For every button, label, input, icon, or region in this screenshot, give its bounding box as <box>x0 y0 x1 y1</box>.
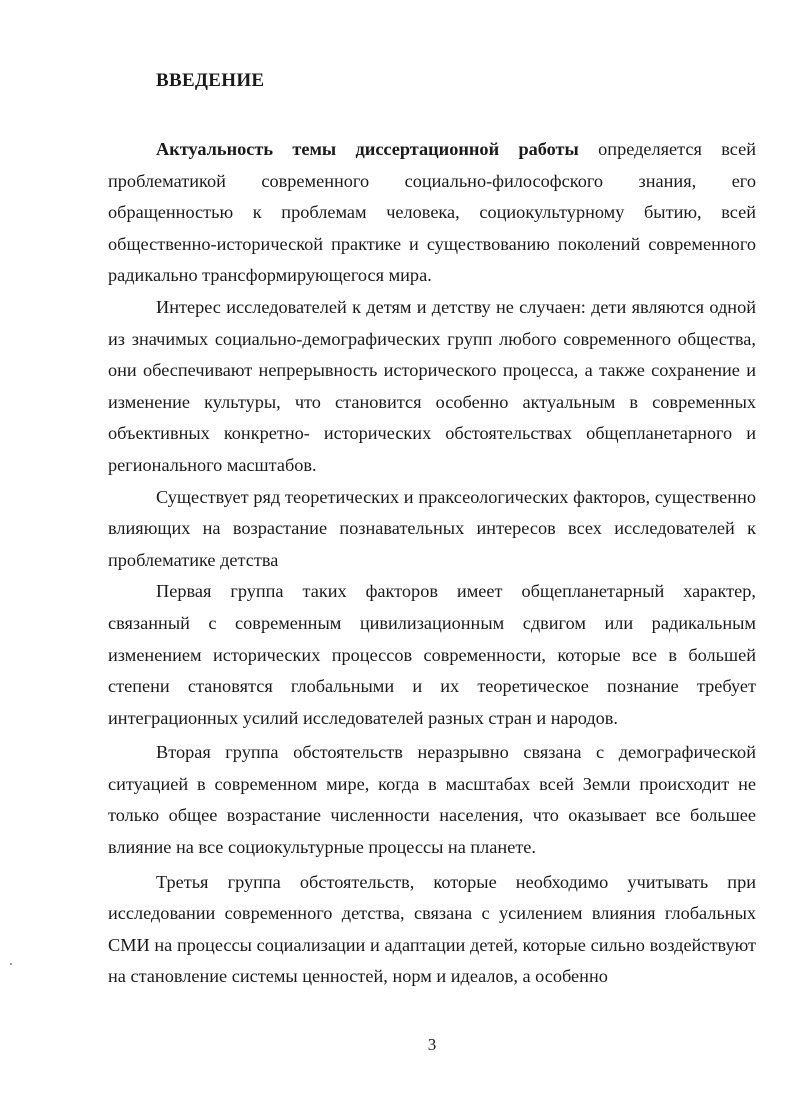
scan-speck <box>10 963 12 965</box>
paragraph-second-group: Вторая группа обстоятельств неразрывно связана с демографической ситуацией в современном мире, когда в масштабах всей Земли происходит не только общее возрастание численности населения, что оказывает все большее влияние на все социокультурные процессы на планете. <box>108 742 756 858</box>
page-number: 3 <box>427 1035 437 1054</box>
paragraph-lead: Актуальность темы диссертационной работы <box>156 139 579 159</box>
section-heading: ВВЕДЕНИЕ <box>156 70 265 91</box>
paragraph-text: определяется всей проблематикой современного социально-философского знания, его обращенностью к проблемам человека, социокультурному бытию, всей общественно-исторической практике и существованию поколений современного радикально трансформирующегося мира. <box>108 139 756 286</box>
body-text <box>108 134 756 993</box>
paragraph-relevance <box>108 134 756 292</box>
paragraph-interest: Интерес исследователей к детям и детству не случаен: дети являются одной из значимых социально-демографических групп любого современного общества, они обеспечивают непрерывность исторического процесса, а также сохранение и изменение культуры, что становится особенно актуальным в современных объективных конкретно- исторических обстоятельствах общепланетарного и регионального масштабов. <box>108 296 756 475</box>
paragraph-factors: Существует ряд теоретических и праксеологических факторов, существенно влияющих на возрастание познавательных интересов всех исследователей к проблематике детства <box>108 486 756 570</box>
paragraph-third-group: Третья группа обстоятельств, которые необходимо учитывать при исследовании современного детства, связана с усилением влияния глобальных СМИ на процессы социализации и адаптации детей, которые сильно воздействуют на становление системы ценностей, норм и идеалов, а особенно <box>108 871 756 987</box>
paragraph-first-group: Первая группа таких факторов имеет общепланетарный характер, связанный с современным цивилизационным сдвигом или радикальным изменением исторических процессов современности, которые все в большей степени становятся глобальными и их теоретическое познание требует интеграционных усилий исследователей разных стран и народов. <box>108 581 756 728</box>
